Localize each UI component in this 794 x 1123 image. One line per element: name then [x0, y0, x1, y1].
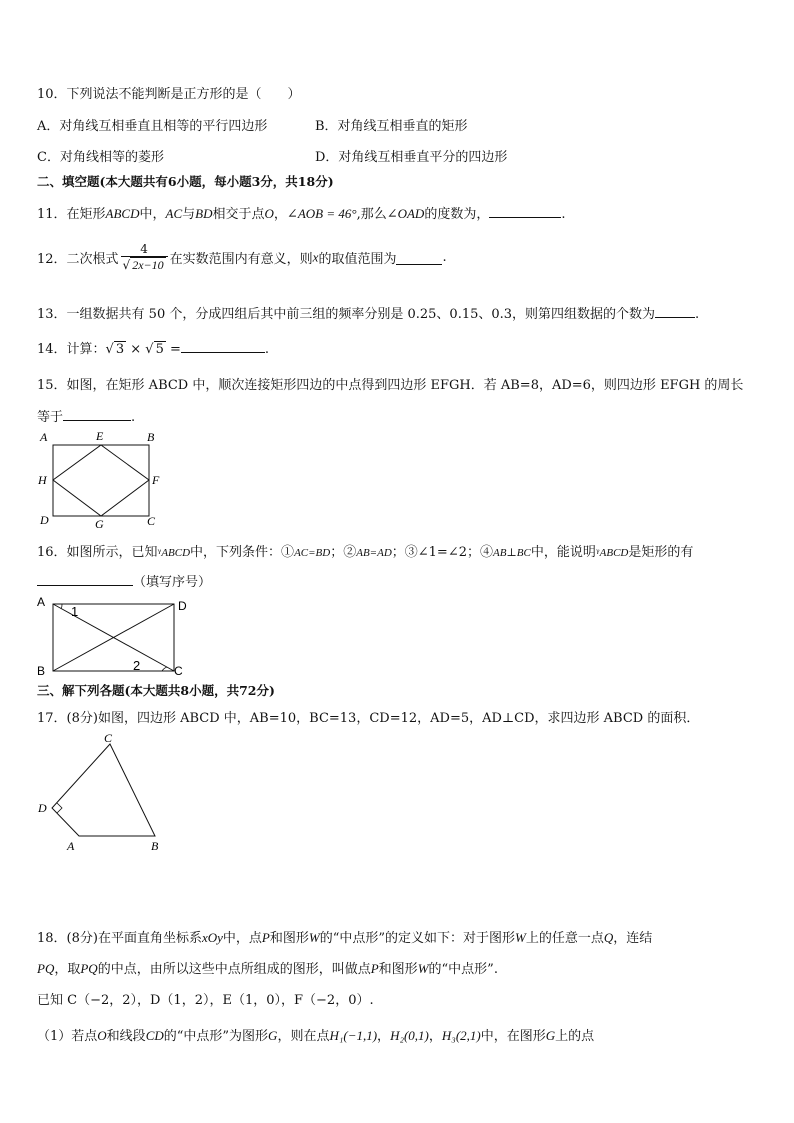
label-d-16: D [178, 599, 187, 613]
q15-line2: 等于 . [37, 406, 135, 425]
q18-line4: （1）若点O和线段CD的“中点形”为图形G，则在点H₁(−1,1)，H₂(0,1)，H₃(2,1)中，在图形G上的点 [37, 1028, 595, 1044]
q17-figure-quadrilateral [34, 730, 174, 854]
q15-answer-blank[interactable] [63, 406, 131, 421]
q10-option-b: B．对角线互相垂直的矩形 [315, 119, 468, 134]
label-b-16: B [37, 664, 46, 678]
q13: 13．一组数据共有 50 个，分成四组后其中前三组的频率分别是 0.25、0.15、0.3，则第四组数据的个数为 . [37, 303, 699, 322]
q10-stem: 10．下列说法不能判断是正方形的是（ ） [37, 87, 301, 102]
label-angle1: 1 [71, 604, 79, 619]
right-angle-mark [57, 803, 62, 813]
q12: 12．二次根式 $\frac{4}{√ 2x-10}$ 在实数范围内有意义，则x的取值范围为 . [37, 242, 447, 272]
q15-line1: 15．如图，在矩形 ABCD 中，顺次连接矩形四边的中点得到四边形 EFGH．若 AB=8，AD=6，则四边形 EFGH 的周长 [37, 378, 744, 393]
label-g: G [95, 517, 104, 531]
q13-answer-blank[interactable] [655, 303, 695, 318]
q17-text: 17．(8分)如图，四边形 ABCD 中，AB=10，BC=13，CD=12，AD=5，AD⊥CD，求四边形 ABCD 的面积． [37, 711, 700, 726]
label-d-17: D [38, 801, 47, 815]
q14-answer-blank[interactable] [181, 338, 265, 353]
label-d: D [40, 513, 49, 527]
section-solve-title: 三、解下列各题(本大题共8小题，共72分) [37, 683, 275, 698]
label-a: A [40, 430, 48, 444]
q10-option-a: A．对角线互相垂直且相等的平行四边形 [37, 119, 268, 134]
q14: 14．计算：√ 3 × √ 5 = . [37, 338, 269, 357]
label-a-17: A [67, 839, 75, 853]
label-c-16: C [174, 664, 183, 678]
q16-answer-blank[interactable] [37, 571, 133, 586]
q18-line1: 18．(8分)在平面直角坐标系xOy中，点P和图形W的“中点形”的定义如下：对于图形W上的任意一点Q，连结 [37, 930, 653, 946]
quad-abcd-17 [52, 744, 155, 836]
label-c-17: C [104, 731, 113, 745]
rect-abcd [53, 445, 149, 516]
label-c: C [147, 514, 156, 528]
q16-figure-parallelogram [34, 594, 194, 680]
quad-efgh [53, 445, 149, 516]
q12-fraction: $\frac{4}{√ 2x-10}$ [121, 242, 168, 273]
q16-line2: （填写序号） [37, 571, 211, 590]
label-b: B [147, 430, 155, 444]
label-angle2: 2 [133, 658, 141, 673]
q18-line3: 已知 C（−2，2），D（1，2），E（1，0），F（−2，0）. [37, 993, 374, 1008]
label-e: E [96, 429, 104, 443]
q10-option-d: D．对角线互相垂直平分的四边形 [315, 150, 508, 165]
q16-line1: 16．如图所示，已知ᵞABCD中，下列条件：①AC=BD；②AB=AD；③∠1=∠2；④AB⊥BC中，能说明ᵞABCD是矩形的有 [37, 545, 694, 560]
angle2-arc [162, 667, 167, 671]
q15-figure-rectangle-efgh [34, 428, 174, 532]
q18-line2: PQ，取PQ的中点，由所以这些中点所组成的图形，叫做点P和图形W的“中点形”. [37, 961, 498, 977]
label-b-17: B [151, 839, 159, 853]
label-h: H [38, 473, 47, 487]
q11-answer-blank[interactable] [489, 203, 561, 218]
q10-option-c: C．对角线相等的菱形 [37, 150, 164, 165]
q12-answer-blank[interactable] [396, 250, 442, 265]
label-f: F [152, 473, 160, 487]
label-a-16: A [37, 595, 46, 609]
section-fill-in-title: 二、填空题(本大题共有6小题，每小题3分，共18分) [37, 174, 334, 189]
angle1-arc [61, 604, 62, 609]
q11: 11．在矩形ABCD中，AC与BD相交于点O，∠AOB = 46°,那么∠OAD的度数为， . [37, 203, 565, 222]
